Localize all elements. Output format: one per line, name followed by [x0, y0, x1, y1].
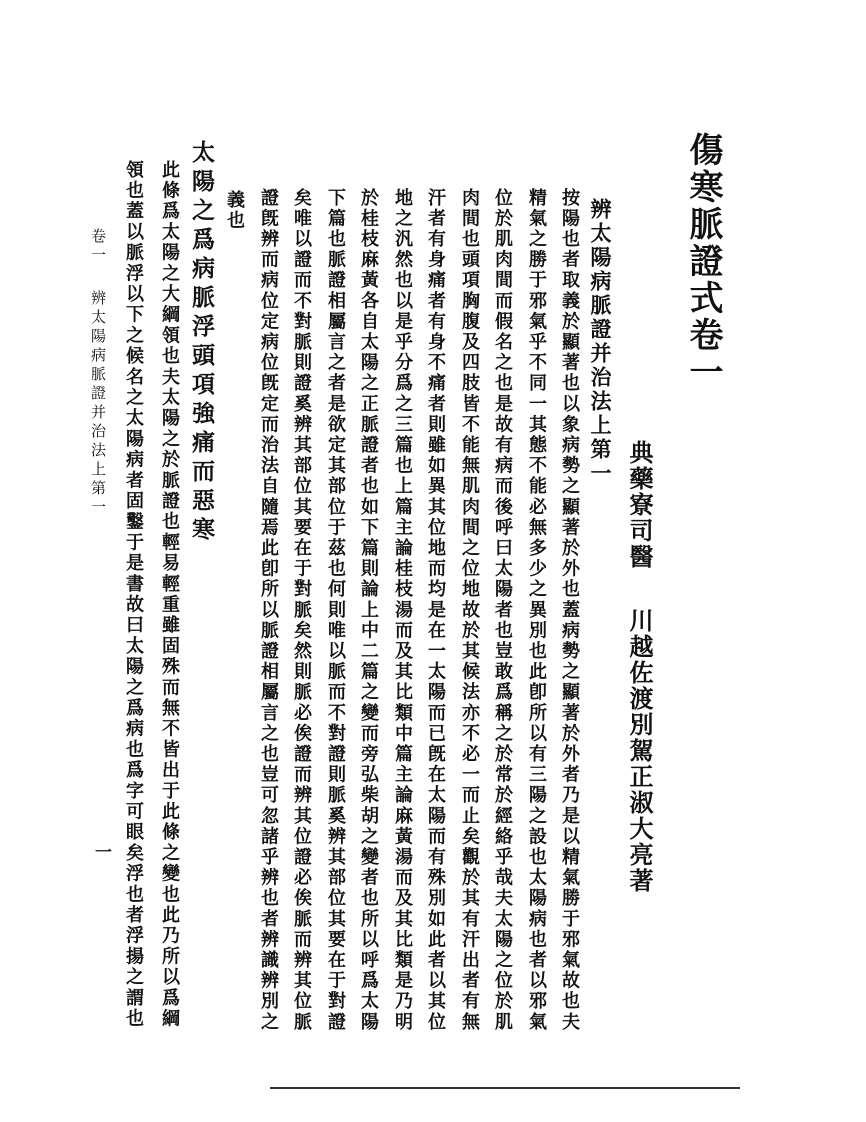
clause-commentary-column: 此條爲太陽之大綱領也夫太陽之於脈證也輕易輕重雖固殊而無不皆出于此條之變也此乃所以爲綱: [159, 160, 180, 1030]
book-title: 傷寒脈證式卷一: [683, 132, 723, 391]
commentary-column: 矣唯以證而不對脈則證奚辨其部位其要在于對脈矣然則脈必俟證而辨其位證必俟脈而辨其位脈: [291, 188, 312, 1033]
running-footer: [90, 228, 105, 518]
author-name: 川越佐渡別駕正淑大亮著: [625, 608, 654, 894]
bottom-rule: [270, 1087, 740, 1089]
commentary-column: 精氣之勝于邪氣乎不同一其態不能必無多少之異別也此卽所以有三陽之設也太陽病也者以邪氣: [526, 188, 547, 1033]
commentary-column: 於桂枝麻黃各自太陽之正脈證者也如下篇則論上中二篇之變而旁弘柴胡之變者也所以呼爲太陽: [358, 188, 379, 1033]
commentary-column: 按陽也者取義於顯著也以象病勢之顯著於外也蓋病勢之顯著於外者乃是以精氣勝于邪氣故也夫: [559, 188, 580, 1033]
commentary-column: 肉間也頭項胸腹及四肢皆不能無肌肉間之位地故於其候法亦不必一而止矣觀於其有汗出者有無: [459, 188, 480, 1033]
footer-section: 辨太陽病脈證并治法上第一: [89, 290, 107, 518]
commentary-column: 汗者有身痛者有身不痛者則雖如異其位地而均是在一太陽而已旣在太陽而有殊別如此者以其位: [425, 188, 446, 1033]
commentary-column: 義也: [224, 190, 245, 232]
page-number: 一: [91, 843, 111, 860]
section-heading: 辨太陽病脈證并治法上第一: [588, 198, 613, 486]
commentary-column: 地之汎然也以是乎分爲之三篇也上篇主論桂枝湯而及其比類中篇主論麻黃湯而及其比類是乃明: [392, 188, 413, 1033]
commentary-column: 證旣辨而病位定病位旣定而治法自隨焉此卽所以脈證相屬言之也豈可忽諸乎辨也者辨識辨別之: [258, 188, 279, 1033]
clause-commentary-column: 領也蓋以脈浮以下之候名之太陽病者固鑿于是書故曰太陽之爲病也爲字可眼矣浮也者浮揚之謂也: [123, 160, 144, 1030]
author-office: 典藥寮司醫: [625, 440, 654, 570]
footer-volume: 卷一: [89, 228, 107, 266]
main-clause: 太陽之爲病脈浮頭項強痛而惡寒: [188, 140, 215, 546]
commentary-column: 位於肌肉間而假名之也是故有病而後呼曰太陽者也豈敢爲稱之於常於經絡乎哉夫太陽之位於肌: [492, 188, 513, 1033]
author-line: [625, 440, 654, 894]
commentary-column: 下篇也脈證相屬言之者是欲定其部位于茲也何則唯以脈而不對證則脈奚辨其部位其要在于對證: [325, 188, 346, 1033]
